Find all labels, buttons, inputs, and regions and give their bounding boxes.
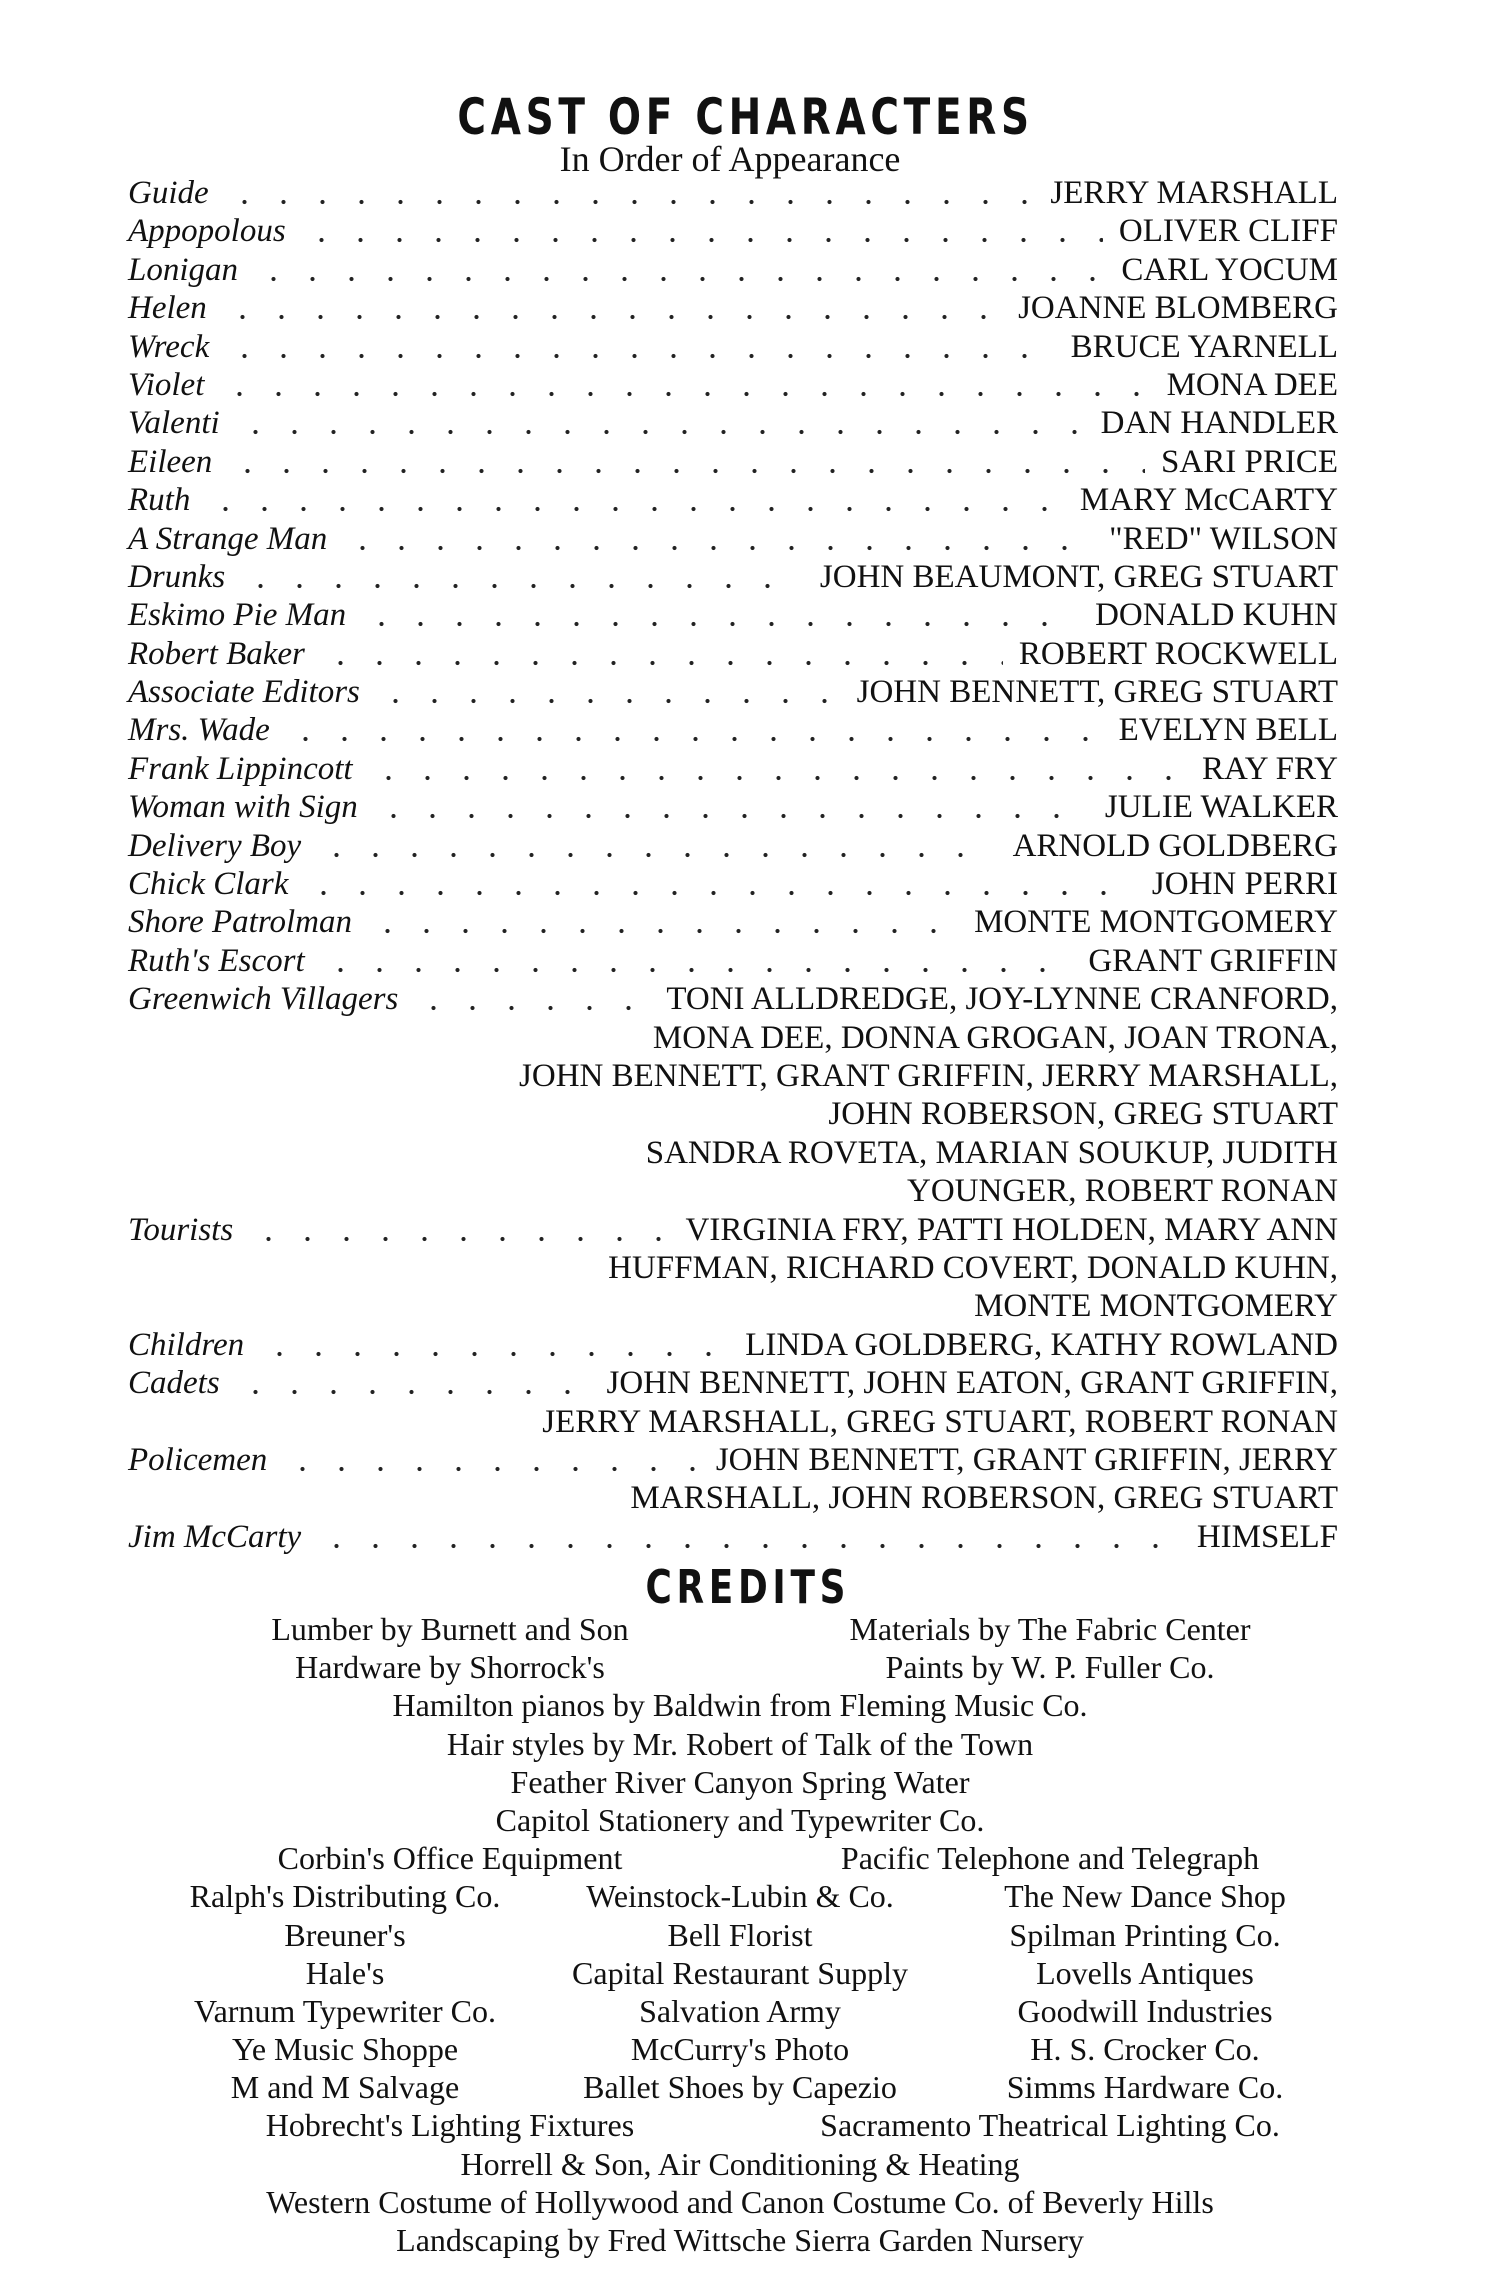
cast-role: Guide bbox=[128, 174, 215, 212]
cast-role: Helen bbox=[128, 289, 213, 327]
dot-leader bbox=[321, 967, 1072, 973]
dot-leader bbox=[317, 1543, 1181, 1549]
credits-line bbox=[0, 2068, 1500, 2106]
cast-list bbox=[128, 174, 1338, 1556]
credit-item: The New Dance Shop bbox=[1004, 1878, 1286, 1915]
credits-line bbox=[0, 1686, 1500, 1724]
cast-continuation-row bbox=[128, 1249, 1338, 1287]
cast-row bbox=[128, 711, 1338, 749]
credits-line bbox=[0, 1916, 1500, 1954]
cast-role: Greenwich Villagers bbox=[128, 980, 404, 1018]
cast-actor: JERRY MARSHALL bbox=[1044, 174, 1338, 212]
cast-actor: SARI PRICE bbox=[1155, 443, 1338, 481]
cast-actor-continued: SANDRA ROVETA, MARIAN SOUKUP, JUDITH bbox=[645, 1134, 1338, 1171]
cast-actor: ROBERT ROCKWELL bbox=[1013, 635, 1338, 673]
dot-leader bbox=[225, 199, 1034, 205]
cast-actor-continued: JOHN ROBERSON, GREG STUART bbox=[828, 1096, 1338, 1133]
credits-line bbox=[0, 1877, 1500, 1915]
cast-actor: RAY FRY bbox=[1196, 750, 1338, 788]
dot-leader bbox=[414, 1005, 650, 1011]
credits-line bbox=[0, 2106, 1500, 2144]
cast-role: Woman with Sign bbox=[128, 788, 364, 826]
cast-role: Mrs. Wade bbox=[128, 711, 276, 749]
cast-row bbox=[128, 481, 1338, 519]
cast-role: Wreck bbox=[128, 328, 215, 366]
cast-continuation-row bbox=[128, 1095, 1338, 1133]
credits-line bbox=[0, 1648, 1500, 1686]
credits-line bbox=[0, 2030, 1500, 2068]
credits-line bbox=[0, 1801, 1500, 1839]
cast-continuation-row bbox=[128, 1172, 1338, 1210]
cast-continuation-row bbox=[128, 1134, 1338, 1172]
cast-actor: JOANNE BLOMBERG bbox=[1012, 289, 1338, 327]
cast-row bbox=[128, 673, 1338, 711]
cast-row bbox=[128, 443, 1338, 481]
cast-actor: DONALD KUHN bbox=[1089, 596, 1338, 634]
credits-heading: CREDITS bbox=[645, 1560, 851, 1614]
credit-item: Hobrecht's Lighting Fixtures bbox=[265, 2107, 635, 2144]
cast-actor: "RED" WILSON bbox=[1103, 520, 1338, 558]
cast-actor-continued: MONTE MONTGOMERY bbox=[974, 1288, 1338, 1325]
dot-leader bbox=[236, 429, 1085, 435]
credits-line bbox=[0, 1725, 1500, 1763]
dot-leader bbox=[302, 237, 1103, 243]
credit-item: Materials by The Fabric Center bbox=[849, 1611, 1251, 1647]
credits-line bbox=[0, 2183, 1500, 2221]
cast-row bbox=[128, 520, 1338, 558]
cast-actor: ARNOLD GOLDBERG bbox=[1007, 827, 1338, 865]
cast-role: Lonigan bbox=[128, 251, 244, 289]
cast-row bbox=[128, 174, 1338, 212]
credits-line bbox=[0, 1763, 1500, 1801]
dot-leader bbox=[374, 813, 1089, 819]
cast-row bbox=[128, 289, 1338, 327]
credit-item: Ralph's Distributing Co. bbox=[189, 1878, 501, 1915]
cast-role: Cadets bbox=[128, 1364, 226, 1402]
cast-row bbox=[128, 942, 1338, 980]
cast-actor-continued: JERRY MARSHALL, GREG STUART, ROBERT RONAN bbox=[542, 1403, 1338, 1440]
cast-actor: TONI ALLDREDGE, JOY-LYNNE CRANFORD, bbox=[660, 980, 1338, 1018]
credit-item: Ye Music Shoppe bbox=[231, 2031, 459, 2068]
cast-row bbox=[128, 980, 1338, 1018]
dot-leader bbox=[236, 1389, 590, 1395]
cast-role: Violet bbox=[128, 366, 210, 404]
cast-actor: JOHN BEAUMONT, GREG STUART bbox=[814, 558, 1338, 596]
cast-actor: DAN HANDLER bbox=[1095, 404, 1338, 442]
cast-actor: MARY McCARTY bbox=[1074, 481, 1338, 519]
cast-row bbox=[128, 328, 1338, 366]
cast-role: Appopolous bbox=[128, 212, 292, 250]
credit-item: Spilman Printing Co. bbox=[1009, 1916, 1281, 1953]
cast-role: Eileen bbox=[128, 443, 218, 481]
dot-leader bbox=[254, 276, 1105, 282]
cast-row bbox=[128, 251, 1338, 289]
dot-leader bbox=[368, 928, 958, 934]
dot-leader bbox=[362, 621, 1079, 627]
dot-leader bbox=[321, 660, 1003, 666]
cast-role: Frank Lippincott bbox=[128, 750, 359, 788]
credit-item: Goodwill Industries bbox=[1017, 1992, 1273, 2029]
cast-actor-continued: HUFFMAN, RICHARD COVERT, DONALD KUHN, bbox=[608, 1249, 1338, 1286]
dot-leader bbox=[220, 391, 1151, 397]
dot-leader bbox=[260, 1351, 729, 1357]
credit-item: Simms Hardware Co. bbox=[1006, 2069, 1284, 2106]
credits-line bbox=[0, 1610, 1500, 1648]
credit-item: Pacific Telephone and Telegraph bbox=[840, 1840, 1260, 1877]
cast-actor: MONTE MONTGOMERY bbox=[968, 903, 1338, 941]
credit-item: M and M Salvage bbox=[230, 2069, 460, 2106]
cast-actor: JOHN BENNETT, GRANT GRIFFIN, JERRY bbox=[710, 1441, 1338, 1479]
cast-actor: MONA DEE bbox=[1161, 366, 1338, 404]
dot-leader bbox=[228, 468, 1145, 474]
credit-item: Hardware by Shorrock's bbox=[295, 1649, 605, 1686]
cast-actor-continued: YOUNGER, ROBERT RONAN bbox=[906, 1173, 1338, 1210]
credits-list bbox=[0, 1610, 1500, 2259]
dot-leader bbox=[286, 736, 1103, 742]
cast-role: Drunks bbox=[128, 558, 231, 596]
credit-item: Horrell & Son, Air Conditioning & Heating bbox=[460, 2145, 1020, 2182]
credit-item: Ballet Shoes by Capezio bbox=[583, 2069, 897, 2106]
credit-item: Feather River Canyon Spring Water bbox=[510, 1763, 970, 1800]
credit-item: Lumber by Burnett and Son bbox=[271, 1611, 629, 1647]
cast-row bbox=[128, 635, 1338, 673]
credits-line bbox=[0, 1992, 1500, 2030]
dot-leader bbox=[241, 583, 804, 589]
cast-row bbox=[128, 212, 1338, 250]
cast-role: Ruth bbox=[128, 481, 196, 519]
dot-leader bbox=[317, 852, 997, 858]
cast-heading: CAST OF CHARACTERS bbox=[457, 88, 1034, 146]
credit-item: Landscaping by Fred Wittsche Sierra Garden Nursery bbox=[396, 2222, 1084, 2258]
credit-item: Bell Florist bbox=[667, 1916, 813, 1953]
credit-item: Corbin's Office Equipment bbox=[277, 1840, 623, 1877]
cast-actor: OLIVER CLIFF bbox=[1113, 212, 1338, 250]
cast-role: Tourists bbox=[128, 1211, 239, 1249]
cast-role: Shore Patrolman bbox=[128, 903, 358, 941]
credits-line bbox=[0, 1839, 1500, 1877]
cast-role: Ruth's Escort bbox=[128, 942, 311, 980]
cast-actor: CARL YOCUM bbox=[1115, 251, 1338, 289]
cast-role: Jim McCarty bbox=[128, 1518, 307, 1556]
dot-leader bbox=[225, 353, 1055, 359]
cast-row bbox=[128, 404, 1338, 442]
cast-continuation-row bbox=[128, 1403, 1338, 1441]
cast-row bbox=[128, 1518, 1338, 1556]
cast-continuation-row bbox=[128, 1479, 1338, 1517]
cast-row bbox=[128, 596, 1338, 634]
dot-leader bbox=[223, 314, 1002, 320]
cast-actor: JOHN BENNETT, JOHN EATON, GRANT GRIFFIN, bbox=[600, 1364, 1338, 1402]
cast-actor: GRANT GRIFFIN bbox=[1082, 942, 1338, 980]
credit-item: Hale's bbox=[305, 1954, 385, 1991]
credit-item: Paints by W. P. Fuller Co. bbox=[885, 1649, 1215, 1686]
cast-subtitle: In Order of Appearance bbox=[559, 139, 901, 179]
credit-item: Varnum Typewriter Co. bbox=[194, 1992, 496, 2029]
cast-continuation-row bbox=[128, 1057, 1338, 1095]
cast-row bbox=[128, 903, 1338, 941]
cast-role: Robert Baker bbox=[128, 635, 311, 673]
cast-continuation-row bbox=[128, 1019, 1338, 1057]
cast-actor: EVELYN BELL bbox=[1113, 711, 1338, 749]
cast-role: Children bbox=[128, 1326, 250, 1364]
credits-line bbox=[0, 2221, 1500, 2259]
cast-actor: HIMSELF bbox=[1191, 1518, 1338, 1556]
dot-leader bbox=[343, 545, 1093, 551]
credits-line bbox=[0, 2145, 1500, 2183]
credit-item: Hamilton pianos by Baldwin from Fleming Music Co. bbox=[392, 1687, 1088, 1724]
cast-actor: BRUCE YARNELL bbox=[1065, 328, 1338, 366]
credit-item: McCurry's Photo bbox=[630, 2031, 850, 2068]
cast-row bbox=[128, 1326, 1338, 1364]
cast-row bbox=[128, 366, 1338, 404]
cast-role: Valenti bbox=[128, 404, 226, 442]
cast-row bbox=[128, 827, 1338, 865]
cast-actor: JOHN BENNETT, GREG STUART bbox=[851, 673, 1338, 711]
dot-leader bbox=[376, 698, 841, 704]
cast-actor: JOHN PERRI bbox=[1146, 865, 1338, 903]
cast-row bbox=[128, 558, 1338, 596]
credit-item: Lovells Antiques bbox=[1036, 1954, 1254, 1991]
cast-role: Eskimo Pie Man bbox=[128, 596, 352, 634]
credit-item: Western Costume of Hollywood and Canon Costume Co. of Beverly Hills bbox=[266, 2183, 1214, 2220]
dot-leader bbox=[369, 775, 1186, 781]
cast-role: Policemen bbox=[128, 1441, 273, 1479]
cast-role: Chick Clark bbox=[128, 865, 294, 903]
credit-item: Capital Restaurant Supply bbox=[572, 1954, 908, 1991]
cast-row bbox=[128, 1211, 1338, 1249]
credit-item: Breuner's bbox=[284, 1916, 406, 1953]
credit-item: Weinstock-Lubin & Co. bbox=[586, 1878, 894, 1915]
cast-actor: LINDA GOLDBERG, KATHY ROWLAND bbox=[739, 1326, 1338, 1364]
credit-item: Sacramento Theatrical Lighting Co. bbox=[820, 2107, 1280, 2144]
credit-item: Salvation Army bbox=[639, 1992, 841, 2029]
credit-item: Capitol Stationery and Typewriter Co. bbox=[495, 1801, 985, 1838]
cast-continuation-row bbox=[128, 1287, 1338, 1325]
cast-actor: VIRGINIA FRY, PATTI HOLDEN, MARY ANN bbox=[680, 1211, 1338, 1249]
cast-row bbox=[128, 788, 1338, 826]
credits-line bbox=[0, 1954, 1500, 1992]
cast-actor: JULIE WALKER bbox=[1099, 788, 1338, 826]
dot-leader bbox=[283, 1466, 700, 1472]
cast-actor-continued: JOHN BENNETT, GRANT GRIFFIN, JERRY MARSHALL, bbox=[519, 1057, 1338, 1094]
dot-leader bbox=[249, 1236, 670, 1242]
cast-role: A Strange Man bbox=[128, 520, 333, 558]
cast-row bbox=[128, 1441, 1338, 1479]
dot-leader bbox=[304, 890, 1136, 896]
credit-item: H. S. Crocker Co. bbox=[1030, 2031, 1260, 2068]
cast-row bbox=[128, 750, 1338, 788]
cast-role: Delivery Boy bbox=[128, 827, 307, 865]
cast-actor-continued: MARSHALL, JOHN ROBERSON, GREG STUART bbox=[630, 1480, 1338, 1517]
dot-leader bbox=[206, 506, 1064, 512]
cast-role: Associate Editors bbox=[128, 673, 366, 711]
credit-item: Hair styles by Mr. Robert of Talk of the Town bbox=[446, 1725, 1034, 1762]
cast-row bbox=[128, 865, 1338, 903]
cast-actor-continued: MONA DEE, DONNA GROGAN, JOAN TRONA, bbox=[652, 1019, 1338, 1056]
cast-row bbox=[128, 1364, 1338, 1402]
